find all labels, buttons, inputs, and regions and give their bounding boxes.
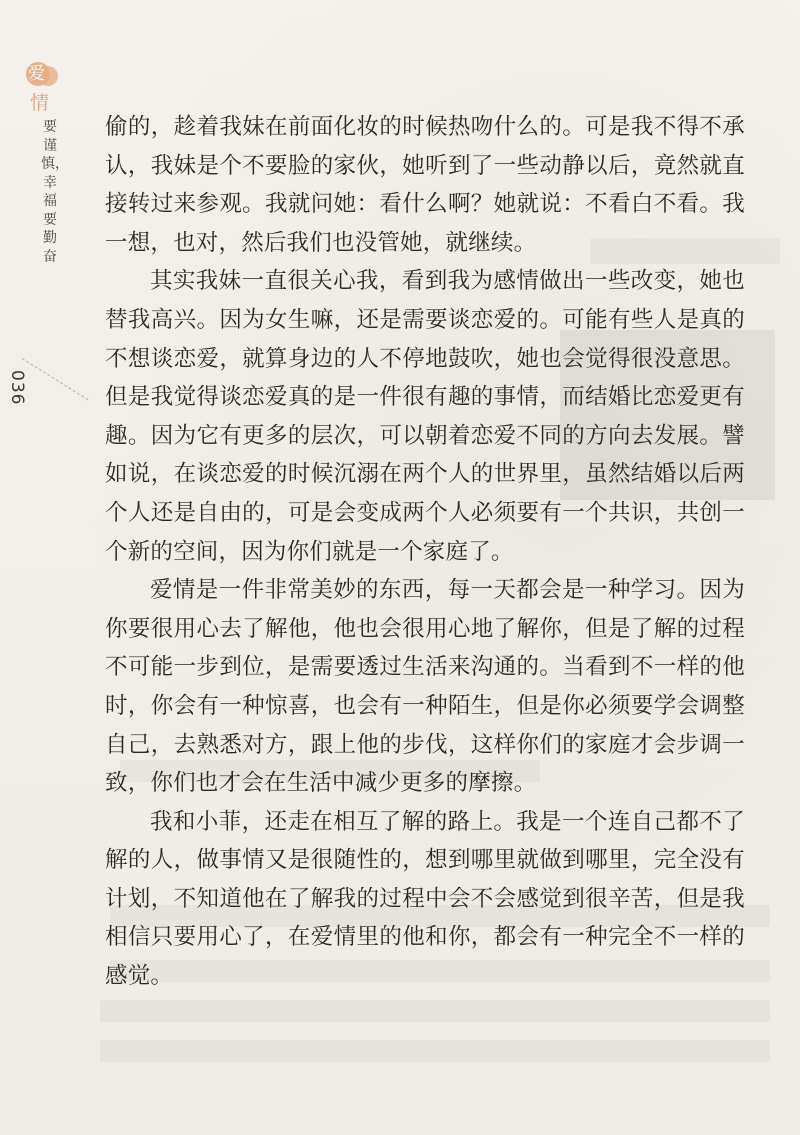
page-number: 036 bbox=[7, 370, 27, 406]
running-head-qing: 情 bbox=[30, 92, 50, 114]
margin-divider bbox=[22, 358, 89, 400]
running-head bbox=[22, 62, 69, 362]
paragraph: 其实我妹一直很关心我，看到我为感情做出一些改变，她也替我高兴。因为女生嘛，还是需要谈恋爱的。可能有些人是真的不想谈恋爱，就算身边的人不停地鼓吹，她也会觉得很没意思。但是我觉得谈恋爱真的是一件很有趣的事情，而结婚比恋爱更有趣。因为它有更多的层次，可以朝着恋爱不同的方向去发展。譬如说，在谈恋爱的时候沉溺在两个人的世界里，虽然结婚以后两个人还是自由的，可是会变成两个人必须要有一个共识，共创一个新的空间，因为你们就是一个家庭了。 bbox=[105, 268, 745, 565]
show-through-text bbox=[100, 1040, 770, 1062]
show-through-text bbox=[100, 1000, 770, 1022]
paragraph: 偷的，趁着我妹在前面化妆的时候热吻什么的。可是我不得不承认，我妹是个不要脸的家伙，她听到了一些动静以后，竟然就直接转过来参观。我就问她：看什么啊？她就说：不看白不看。我一想，也对，然后我们也没管她，就继续。 bbox=[105, 114, 745, 256]
paragraph: 爱情是一件非常美妙的东西，每一天都会是一种学习。因为你要很用心去了解他，他也会很用心地了解你，但是了解的过程不可能一步到位，是需要透过生活来沟通的。当看到不一样的他时，你会有一种惊喜，也会有一种陌生，但是你必须要学会调整自己，去熟悉对方，跟上他的步伐，这样你们的家庭才会步调一致，你们也才会在生活中减少更多的摩擦。 bbox=[105, 577, 745, 797]
paragraph: 我和小菲，还走在相互了解的路上。我是一个连自己都不了解的人，做事情又是很随性的，想到哪里就做到哪里，完全没有计划，不知道他在了解我的过程中会不会感觉到很辛苦，但是我相信只要用心了，在爱情里的他和你，都会有一种完全不一样的感觉。 bbox=[105, 808, 745, 990]
running-head-ai: 爱 bbox=[28, 64, 45, 84]
running-head-subtitle: 要谨慎，幸福要勤奋 bbox=[41, 119, 69, 265]
body-text bbox=[105, 108, 745, 996]
